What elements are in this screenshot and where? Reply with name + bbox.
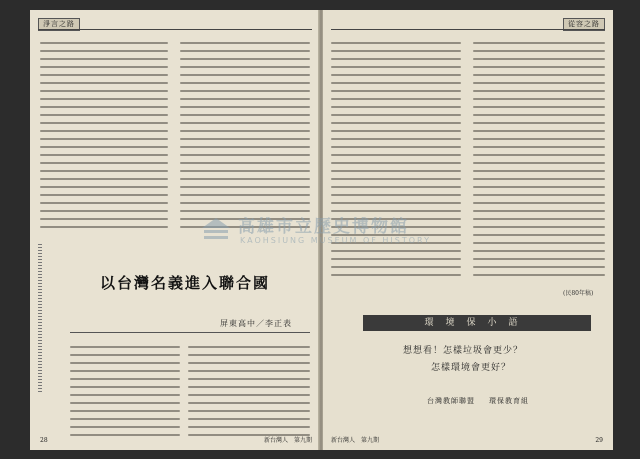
body-text-col-2 bbox=[180, 36, 310, 234]
quote-line-1: 想想看！怎樣垃圾會更少？ bbox=[403, 346, 524, 356]
quote-line-2: 怎樣環境會更好？ bbox=[431, 363, 512, 373]
article-title: 以台灣名義進入聯合國 bbox=[100, 274, 271, 292]
museum-logo-icon bbox=[200, 216, 232, 244]
article-text-col-2 bbox=[188, 340, 310, 442]
body-text-col-1 bbox=[40, 36, 168, 234]
header-rule-left bbox=[38, 29, 312, 30]
signature bbox=[427, 396, 529, 406]
page-number-left: 28 bbox=[40, 437, 48, 444]
footer-publication-right: 新台灣人 第九期 bbox=[331, 437, 380, 444]
page-number-right: 29 bbox=[595, 437, 603, 444]
environment-banner: 環境保小語 bbox=[363, 315, 591, 331]
museum-watermark bbox=[200, 212, 450, 257]
watermark-subtext: KAOHSIUNG MUSEUM OF HISTORY bbox=[240, 236, 431, 245]
right-text-col-2 bbox=[473, 36, 605, 282]
article-date-note: (民80年稿) bbox=[563, 290, 594, 297]
footer-publication-left: 新台灣人 第九期 bbox=[263, 437, 312, 444]
header-rule-right bbox=[331, 29, 605, 30]
section-tab-right: 從容之路 bbox=[563, 18, 605, 31]
article-text-col-1 bbox=[70, 340, 180, 442]
byline-rule bbox=[70, 332, 310, 333]
signature-org-2: 環保教育組 bbox=[489, 397, 529, 405]
watermark-text: 高雄市立歷史博物館 bbox=[238, 217, 409, 237]
decorative-hatch bbox=[38, 242, 42, 392]
article-byline: 屏東高中／李正表 bbox=[220, 319, 292, 328]
section-tab-left: 淨言之路 bbox=[38, 18, 80, 31]
signature-org-1: 台灣教師聯盟 bbox=[427, 397, 475, 405]
